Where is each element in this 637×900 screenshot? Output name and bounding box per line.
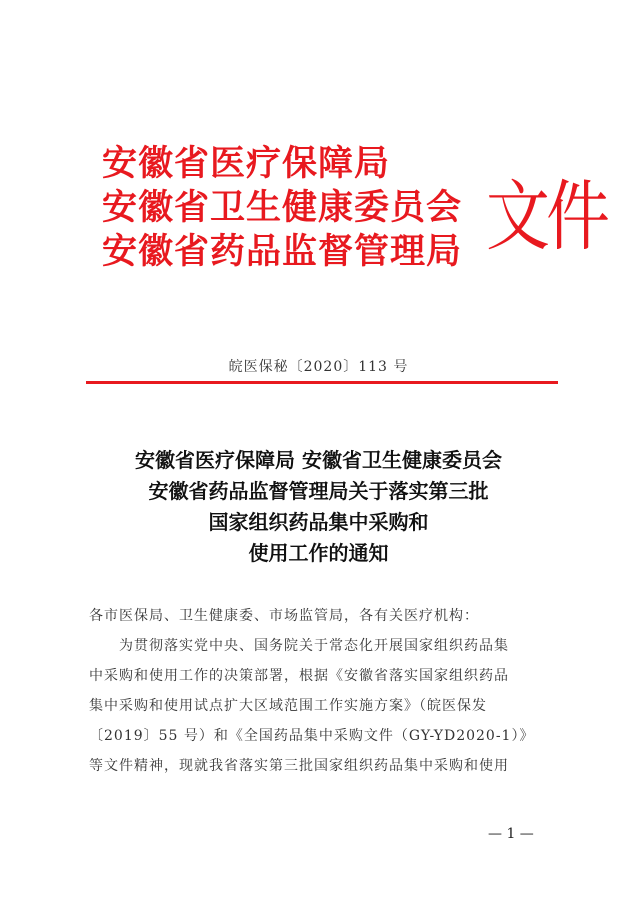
title-line: 安徽省药品监督管理局关于落实第三批 (148, 479, 489, 503)
organization-name: 安徽省卫生健康委员会 (102, 187, 463, 228)
document-number: 皖医保秘〔2020〕113 号 (228, 359, 409, 375)
body-line: 集中采购和使用试点扩大区域范围工作实施方案》（皖医保发 (89, 698, 487, 714)
document-word: 文件 (486, 173, 606, 263)
document-title (60, 445, 577, 569)
organization-name: 安徽省药品监督管理局 (102, 231, 463, 272)
red-header (88, 142, 606, 282)
page-number: — 1 — (488, 826, 534, 842)
body-line: 为贯彻落实党中央、国务院关于常态化开展国家组织药品集 (119, 638, 509, 654)
organization-name: 安徽省医疗保障局 (102, 143, 391, 184)
body-line: 〔2019〕55 号）和《全国药品集中采购文件（GY-YD2020-1）》 (89, 728, 535, 744)
issuing-organizations (102, 142, 492, 274)
body-line: 中采购和使用工作的决策部署，根据《安徽省落实国家组织药品 (89, 668, 509, 684)
body-paragraph (89, 631, 561, 781)
title-line: 国家组织药品集中采购和 (208, 510, 429, 534)
body-line: 等文件精神，现就我省落实第三批国家组织药品集中采购和使用 (89, 758, 509, 774)
red-divider (86, 381, 558, 384)
title-line: 使用工作的通知 (248, 541, 389, 565)
title-line: 安徽省医疗保障局 安徽省卫生健康委员会 (135, 448, 502, 472)
salutation: 各市医保局、卫生健康委、市场监管局，各有关医疗机构： (89, 608, 479, 624)
